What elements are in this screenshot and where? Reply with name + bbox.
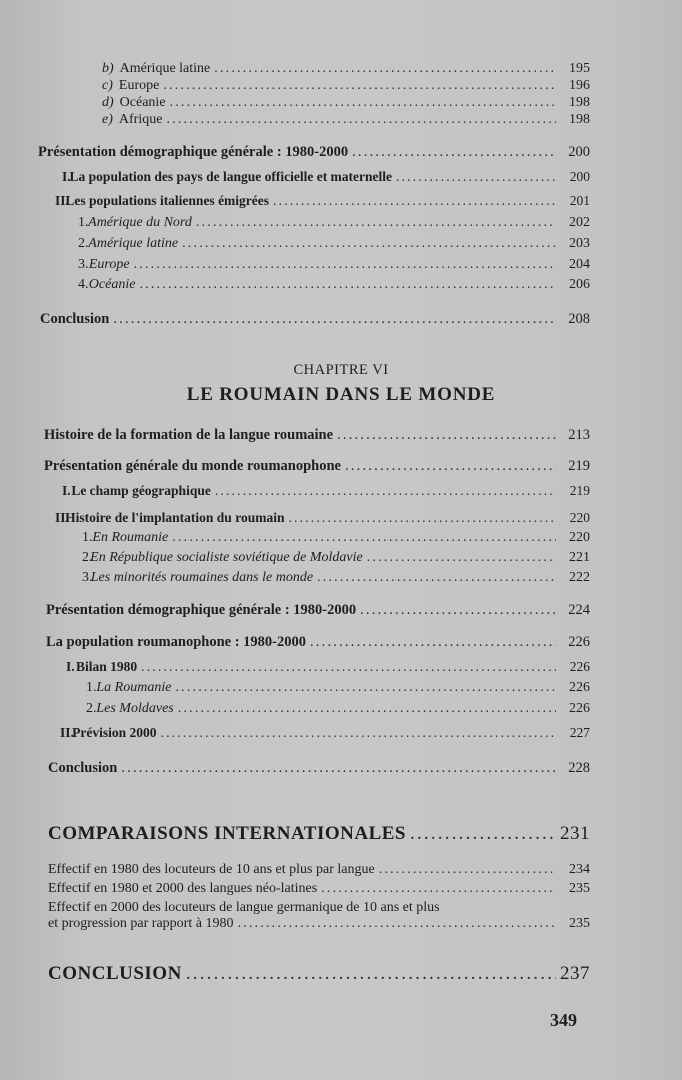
- entry-label: Bilan 1980: [76, 659, 138, 674]
- leader-dots: [178, 701, 556, 717]
- leader-dots: [352, 144, 556, 160]
- toc-entry: [102, 112, 590, 128]
- toc-section: [40, 311, 590, 327]
- leader-dots: [182, 236, 556, 252]
- entry-page: 208: [568, 311, 590, 327]
- leader-dots: [161, 725, 556, 741]
- toc-entry: [78, 257, 590, 273]
- leader-dots: [163, 78, 556, 94]
- entry-label: Les Moldaves: [96, 701, 174, 716]
- entry-number: 3.: [78, 257, 89, 272]
- toc-part: [48, 963, 590, 984]
- toc-entry: [48, 862, 590, 878]
- entry-page: 219: [569, 483, 590, 498]
- entry-number: 1.: [78, 215, 89, 230]
- toc-entry: [82, 570, 590, 586]
- entry-number: e): [102, 112, 113, 127]
- leader-dots: [379, 862, 556, 878]
- toc-section: [38, 144, 590, 160]
- entry-label: La population des pays de langue officielle et maternelle: [69, 169, 393, 184]
- entry-number: d): [102, 95, 114, 110]
- part-label: COMPARAISONS INTERNATIONALES: [48, 823, 406, 844]
- leader-dots: [139, 277, 556, 293]
- section-label: La population roumanophone : 1980-2000: [46, 634, 306, 650]
- leader-dots: [121, 760, 556, 776]
- toc-section: [44, 427, 590, 443]
- entry-label: Effectif en 1980 et 2000 des langues néo-latines: [48, 881, 318, 896]
- entry-label: Amérique latine: [88, 236, 179, 251]
- entry-page: 195: [569, 61, 590, 76]
- entry-number: I.: [62, 169, 71, 184]
- leader-dots: [273, 193, 556, 209]
- leader-dots: [237, 916, 556, 932]
- toc-entry: [86, 701, 590, 717]
- toc-section: [44, 458, 590, 474]
- entry-page: 235: [569, 881, 590, 896]
- entry-page: 220: [569, 530, 590, 545]
- entry-page: 206: [569, 277, 590, 292]
- entry-page: 224: [568, 602, 590, 618]
- entry-page: 221: [569, 550, 590, 565]
- leader-dots: [186, 966, 556, 982]
- leader-dots: [170, 95, 556, 111]
- leader-dots: [337, 427, 556, 443]
- entry-label: Europe: [118, 78, 160, 93]
- toc-section: [46, 634, 590, 650]
- entry-label: Amérique latine: [119, 61, 211, 76]
- entry-page: 201: [569, 193, 590, 208]
- entry-label: Europe: [88, 257, 130, 272]
- entry-page: 204: [569, 257, 590, 272]
- entry-label: Histoire de l'implantation du roumain: [65, 510, 285, 525]
- entry-page: 222: [569, 570, 590, 585]
- entry-page: 198: [569, 95, 590, 110]
- entry-page: 231: [560, 823, 590, 844]
- toc-subsection: [55, 510, 590, 526]
- entry-page: 234: [569, 862, 590, 877]
- entry-page: 237: [560, 963, 590, 984]
- entry-page: 196: [569, 78, 590, 93]
- toc-subsection: [60, 725, 590, 741]
- entry-number: I.: [62, 483, 71, 498]
- leader-dots: [317, 570, 556, 586]
- leader-dots: [310, 634, 556, 650]
- toc-entry: [102, 61, 590, 77]
- leader-dots: [113, 311, 556, 327]
- entry-number: c): [102, 78, 113, 93]
- entry-page: 200: [569, 169, 590, 184]
- entry-label: et progression par rapport à 1980: [48, 916, 234, 931]
- leader-dots: [367, 550, 556, 566]
- entry-label: Les minorités roumaines dans le monde: [90, 570, 314, 585]
- toc-entry: [78, 236, 590, 252]
- section-label: Présentation démographique générale : 1980-2000: [38, 144, 349, 160]
- leader-dots: [410, 826, 556, 842]
- entry-page: 227: [569, 725, 590, 740]
- toc-entry: [78, 277, 590, 293]
- entry-label: En Roumanie: [92, 530, 169, 545]
- toc-subsection: [62, 169, 590, 185]
- section-label: Histoire de la formation de la langue roumaine: [44, 427, 334, 443]
- leader-dots: [396, 169, 556, 185]
- entry-page: 200: [568, 144, 590, 160]
- leader-dots: [141, 659, 556, 675]
- entry-label: Prévision 2000: [72, 725, 157, 740]
- entry-page: 203: [569, 236, 590, 251]
- toc-entry: [82, 530, 590, 546]
- entry-number: I.: [66, 659, 75, 674]
- leader-dots: [134, 257, 556, 273]
- entry-page: 228: [568, 760, 590, 776]
- entry-number: 2.: [86, 701, 97, 716]
- entry-label: Océanie: [119, 95, 166, 110]
- toc-entry: [102, 95, 590, 111]
- entry-number: II.: [55, 193, 69, 208]
- leader-dots: [175, 680, 556, 696]
- toc-subsection: [55, 193, 590, 209]
- entry-number: b): [102, 61, 114, 76]
- leader-dots: [360, 602, 556, 618]
- entry-number: II.: [60, 725, 74, 740]
- entry-page: 219: [568, 458, 590, 474]
- entry-label: Effectif en 1980 des locuteurs de 10 ans et plus par langue: [48, 862, 375, 877]
- entry-page: 213: [568, 427, 590, 443]
- entry-label: Le champ géographique: [71, 483, 211, 498]
- section-label: Conclusion: [40, 311, 110, 327]
- entry-label: Afrique: [118, 112, 163, 127]
- entry-page: 202: [569, 215, 590, 230]
- toc-part: [48, 823, 590, 844]
- entry-number: II.: [55, 510, 69, 525]
- page-number: 349: [550, 1010, 577, 1030]
- entry-label: Les populations italiennes émigrées: [65, 193, 270, 208]
- leader-dots: [321, 881, 556, 897]
- entry-page: 220: [569, 510, 590, 525]
- entry-page: 226: [568, 634, 590, 650]
- toc-entry: [48, 916, 590, 932]
- toc-section: [48, 760, 590, 776]
- leader-dots: [288, 510, 556, 526]
- leader-dots: [214, 61, 556, 77]
- entry-number: 1.: [82, 530, 93, 545]
- entry-page: 226: [569, 659, 590, 674]
- entry-number: 1.: [86, 680, 97, 695]
- toc-entry: [86, 680, 590, 696]
- leader-dots: [345, 458, 556, 474]
- entry-label: Océanie: [88, 277, 136, 292]
- entry-page: 235: [569, 916, 590, 931]
- chapter-label: CHAPITRE VI: [293, 362, 389, 378]
- entry-page: 226: [569, 701, 590, 716]
- section-label: Présentation générale du monde roumanophone: [44, 458, 341, 474]
- leader-dots: [196, 215, 556, 231]
- toc-entry: [78, 215, 590, 231]
- entry-number: 3.: [82, 570, 93, 585]
- entry-page: 226: [569, 680, 590, 695]
- entry-label: Amérique du Nord: [88, 215, 192, 230]
- section-label: Présentation démographique générale : 1980-2000: [46, 602, 357, 618]
- toc-entry: [102, 78, 590, 94]
- leader-dots: [166, 112, 556, 128]
- entry-page: 198: [569, 112, 590, 127]
- leader-dots: [215, 483, 556, 499]
- toc-section: [46, 602, 590, 618]
- toc-entry: [48, 881, 590, 897]
- part-label: CONCLUSION: [48, 963, 182, 984]
- entry-label: La Roumanie: [96, 680, 172, 695]
- entry-number: 2.: [78, 236, 89, 251]
- toc-subsection: [66, 659, 590, 675]
- entry-number: 4.: [78, 277, 89, 292]
- chapter-title: LE ROUMAIN DANS LE MONDE: [186, 384, 496, 405]
- entry-label: En République socialiste soviétique de Moldavie: [90, 550, 363, 565]
- leader-dots: [172, 530, 556, 546]
- toc-subsection: [62, 483, 590, 499]
- section-label: Conclusion: [48, 760, 118, 776]
- toc-entry: [82, 550, 590, 566]
- entry-label-line1: Effectif en 2000 des locuteurs de langue germanique de 10 ans et plus: [48, 900, 440, 915]
- entry-number: 2.: [82, 550, 93, 565]
